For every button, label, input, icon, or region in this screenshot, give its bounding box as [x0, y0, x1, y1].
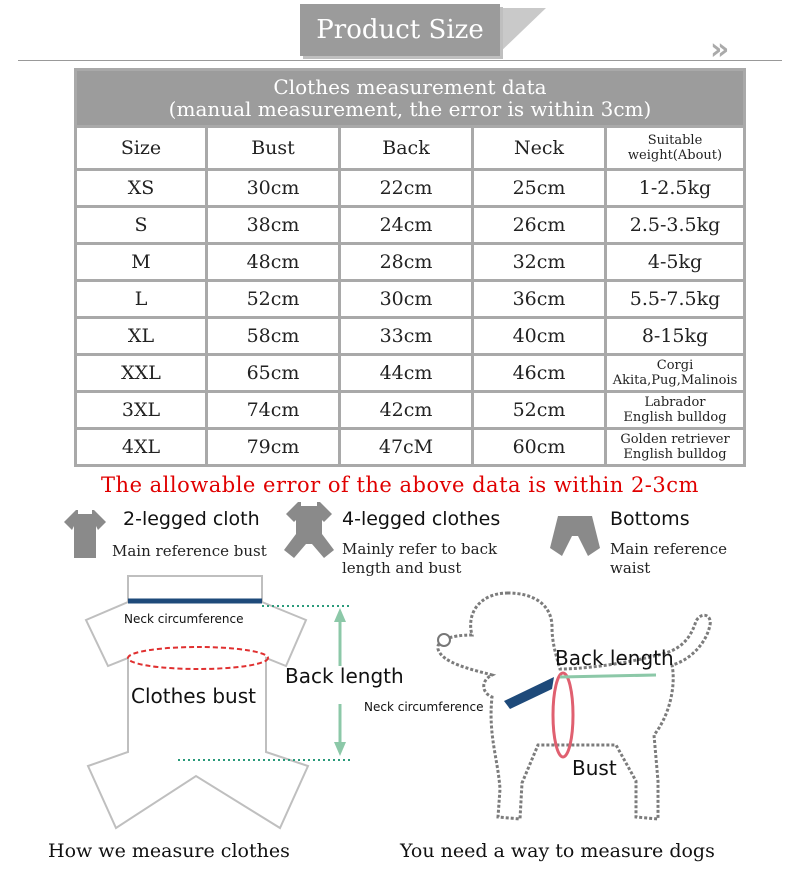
cell-weight — [607, 356, 743, 390]
clothes-neck-label: Neck circumference — [124, 612, 244, 626]
cell-weight-line: Labrador — [644, 395, 706, 410]
cell-neck: 46cm — [474, 356, 604, 390]
col-header-weight — [607, 128, 743, 168]
table-heading-note: (manual measurement, the error is within 3cm) — [168, 97, 652, 121]
cell-neck: 26cm — [474, 208, 604, 242]
cell-bust: 30cm — [208, 171, 338, 205]
bottoms-icon — [548, 514, 602, 560]
cell-weight-line: Corgi — [656, 358, 694, 373]
table-body — [77, 171, 743, 464]
type-desc-2-legged — [112, 542, 267, 561]
type-desc-line: Main reference bust — [112, 542, 267, 560]
cell-weight-line: English bulldog — [623, 410, 727, 425]
cell-bust: 58cm — [208, 319, 338, 353]
cell-neck: 25cm — [474, 171, 604, 205]
type-title-2-legged: 2-legged cloth — [123, 508, 260, 530]
cell-size: XS — [77, 171, 205, 205]
page-title: Product Size — [300, 4, 500, 56]
double-chevron-right-icon: » — [710, 32, 722, 67]
col-header-size: Size — [77, 128, 205, 168]
cell-back: 22cm — [341, 171, 471, 205]
cell-weight — [607, 208, 743, 242]
cell-weight-line: 1-2.5kg — [638, 177, 712, 199]
cell-weight-line: English bulldog — [623, 447, 727, 462]
cell-neck: 40cm — [474, 319, 604, 353]
cell-back: 44cm — [341, 356, 471, 390]
cell-weight-line: 5.5-7.5kg — [629, 288, 721, 310]
type-title-4-legged: 4-legged clothes — [342, 508, 501, 530]
table-heading — [77, 71, 743, 125]
error-warning: The allowable error of the above data is within 2-3cm — [101, 473, 699, 497]
cell-neck: 32cm — [474, 245, 604, 279]
dog-neck-label: Neck circumference — [364, 700, 484, 714]
table-row — [77, 208, 743, 242]
table-row — [77, 319, 743, 353]
cell-bust: 38cm — [208, 208, 338, 242]
cell-weight-line: 8-15kg — [641, 325, 709, 347]
cell-size: 3XL — [77, 393, 205, 427]
cell-back: 47cM — [341, 430, 471, 464]
clothes-back-label: Back length — [285, 664, 404, 688]
table-row — [77, 171, 743, 205]
cell-weight-line: Akita,Pug,Malinois — [612, 373, 738, 388]
dog-caption: You need a way to measure dogs — [400, 840, 715, 862]
cell-back: 42cm — [341, 393, 471, 427]
table-row — [77, 356, 743, 390]
cell-weight-line: 2.5-3.5kg — [629, 214, 721, 236]
table-row — [77, 245, 743, 279]
cell-neck: 36cm — [474, 282, 604, 316]
type-desc-bottoms — [610, 540, 727, 578]
type-desc-line: Main reference — [610, 540, 727, 558]
cell-back: 30cm — [341, 282, 471, 316]
col-header-back: Back — [341, 128, 471, 168]
cell-neck: 52cm — [474, 393, 604, 427]
dog-bust-label: Bust — [572, 756, 617, 780]
type-desc-line: waist — [610, 559, 651, 577]
cell-bust: 65cm — [208, 356, 338, 390]
type-desc-line: length and bust — [342, 559, 462, 577]
header-divider — [18, 60, 782, 61]
cell-size: S — [77, 208, 205, 242]
type-desc-line: Mainly refer to back — [342, 540, 498, 558]
cell-back: 24cm — [341, 208, 471, 242]
type-title-bottoms: Bottoms — [610, 508, 690, 530]
jumpsuit-icon — [282, 500, 336, 562]
col-header-neck: Neck — [474, 128, 604, 168]
table-row — [77, 393, 743, 427]
cell-weight — [607, 430, 743, 464]
cell-bust: 79cm — [208, 430, 338, 464]
cell-weight — [607, 171, 743, 205]
cell-weight — [607, 282, 743, 316]
banner-shadow — [496, 8, 546, 56]
cell-neck: 60cm — [474, 430, 604, 464]
cell-size: XXL — [77, 356, 205, 390]
dog-back-label: Back length — [555, 646, 674, 670]
size-table — [74, 68, 746, 467]
col-header-bust: Bust — [208, 128, 338, 168]
cell-size: XL — [77, 319, 205, 353]
cell-weight-line: Golden retriever — [620, 432, 730, 447]
cell-weight — [607, 245, 743, 279]
cell-size: M — [77, 245, 205, 279]
table-heading-title: Clothes measurement data — [273, 75, 547, 99]
cell-bust: 48cm — [208, 245, 338, 279]
cell-bust: 52cm — [208, 282, 338, 316]
cell-weight — [607, 393, 743, 427]
cell-weight — [607, 319, 743, 353]
cell-size: 4XL — [77, 430, 205, 464]
clothes-caption: How we measure clothes — [48, 840, 290, 862]
col-header-weight-line1: Suitable — [647, 133, 703, 148]
cell-weight-line: 4-5kg — [647, 251, 703, 273]
cell-back: 28cm — [341, 245, 471, 279]
cell-back: 33cm — [341, 319, 471, 353]
table-row — [77, 282, 743, 316]
col-header-weight-line2: weight(About) — [627, 148, 723, 163]
shirt-icon — [62, 508, 108, 560]
cell-size: L — [77, 282, 205, 316]
cell-bust: 74cm — [208, 393, 338, 427]
table-row — [77, 430, 743, 464]
clothes-bust-label: Clothes bust — [131, 684, 256, 708]
